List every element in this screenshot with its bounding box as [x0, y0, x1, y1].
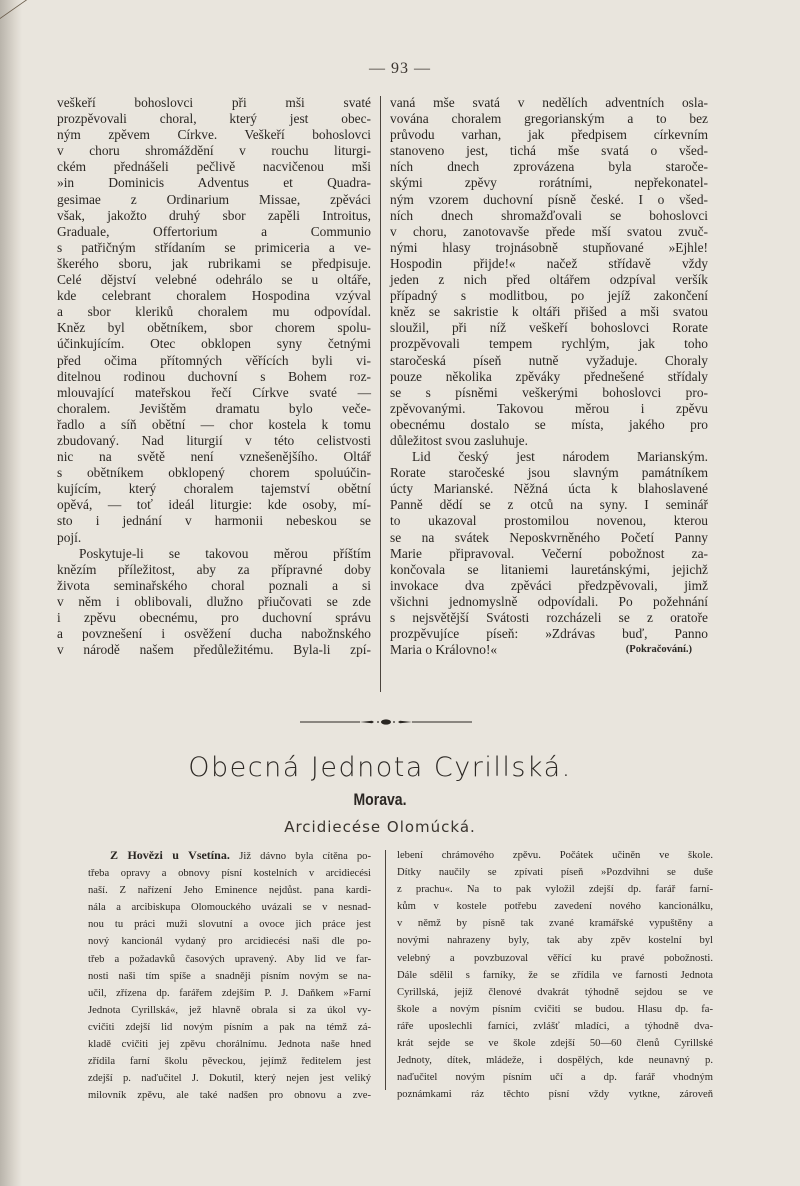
text-line: vována choralem gregorianským a to bez [390, 111, 708, 127]
text-line: v něm i oblibovali, dlužno přiučovati se zde [57, 593, 371, 609]
article-bottom-left-column [88, 847, 371, 1104]
text-line: to ukazoval prostomilou novenou, kterou [390, 513, 708, 529]
section-title: Obecná Jednota Cyrillská. [188, 752, 572, 783]
text-line: všichni jednomyslně odpovídali. Po požehnání [390, 593, 708, 609]
text-line: poznámkami ráz těchto písní vždy vytkne, zároveň [397, 1089, 713, 1101]
text-line: kům v kostele potřebu zavedení nového kancionálku, [397, 901, 713, 913]
text-line: třeb a požadavků časových upravený. Aby lid ve far- [88, 953, 371, 965]
text-line: a povznešení i osvěžení ducha nabožnského [57, 626, 371, 642]
text-line: invokace dva zpěváci předzpěvovali, jimž [390, 577, 708, 593]
text-line: v choru shromáždění v rouchu liturgi- [57, 143, 371, 159]
text-line: novými nahrazeny byly, tak aby zpěv kostelní byl [397, 935, 713, 947]
text-line: Dále sdělil s farníky, že se zřídila ve farnosti Jednota [397, 969, 713, 981]
text-line: s nejsvětější Svátosti rozcházeli se z oratoře [390, 610, 708, 625]
text-line: ným vzorem duchovní písně české. I o všed- [390, 191, 708, 207]
section-region: Morava. [353, 791, 407, 809]
text-line: Dítky naučily se zpívati píseň »Pozdvihni se duše [397, 867, 713, 879]
article-top-right-column [390, 95, 708, 658]
continued-label: (Pokračování.) [625, 644, 692, 656]
text-line: nou tu práci muži slovutní a ovoce jich práce jest [88, 919, 371, 931]
page-number: — 93 — [369, 60, 431, 77]
text-line: škerého sboru, jak rubrikami se předpisuje. [57, 255, 371, 271]
article-bottom-right-column [397, 847, 713, 1103]
text-line: průvodu varhan, jak předpisem církevním [390, 127, 708, 143]
text-line: vaná mše svatá v nedělích adventních osla- [390, 95, 708, 110]
text-line: kladě cvičiti jej zpěvu chorálnímu. Jednota naše hned [88, 1039, 371, 1051]
text-line: obecnému dostalo se místa, jakého pro [390, 416, 708, 432]
text-line: stanoveno jest, tichá mše svatá o všed- [390, 143, 708, 159]
text-line: nic na světě není vznešenějšího. Oltář [57, 449, 371, 465]
text-line: škole a novým písním cvičiti se budou. Hlasu dp. fa- [397, 1003, 713, 1015]
text-line: ckém přednášeli pečlivě nacvičenou mši [57, 159, 371, 175]
text-line: Jednota Cyrillská«, jež hlavně obrala si za úkol vy- [88, 1004, 371, 1016]
text-line: kujícím, který choralem tajemství obětní [57, 481, 371, 497]
text-line: ráře uposlechli farníci, zvlášť mladíci, a týhodně dva- [397, 1020, 713, 1032]
text-line: milovník zpěvu, ale také nadšen pro obnovu a zve- [88, 1090, 371, 1102]
text-line: zbudovaný. Nad liturgií v této celistvosti [57, 432, 371, 448]
text-line: učil, zřízena dp. farářem zdejším P. J. Daňkem »Farní [88, 987, 371, 999]
column-divider-top [380, 96, 381, 692]
text-line: života seminařského choral poznali a si [57, 577, 371, 593]
text-line: před očima přítomných věřících byli vi- [57, 352, 371, 368]
text-line: kde celebrant choralem Hospodina vzýval [57, 288, 371, 304]
text-line: prozpěvujíce píseň: »Zdrávas buď, Panno [390, 626, 708, 642]
text-fragment: Již dávno byla cítěna po- [239, 851, 372, 862]
article-top-left-column [57, 95, 371, 658]
text-line: nými hlasy trojnásobně stupňované »Ejhle! [390, 239, 708, 255]
column-divider-bottom [385, 850, 386, 1090]
text-line: sloužil, při níž veškeří bohoslovci Rorate [390, 320, 708, 336]
page-gutter-shadow [0, 0, 22, 1186]
text-line: se na svátek Neposkvrněného Početí Panny [390, 529, 708, 545]
text-line: »in Dominicis Adventus et Quadra- [57, 175, 371, 191]
text-line: mlouvající mateřskou řečí Církve svaté — [57, 384, 371, 400]
text-line: Panně dědí se z otců na syny. I seminář [390, 497, 708, 513]
text-line: opěvá, — toť ideál liturgie: kde osoby, mí- [57, 497, 371, 513]
text-line: případný s modlitbou, po jejíž zakončení [390, 288, 708, 304]
text-line: sto i jednání v harmonii nebeskou se [57, 513, 371, 529]
text-line: choralem. Jevištěm dramatu bylo veče- [57, 400, 371, 416]
text-line: Cyrillská, jejíž členové dvakrát týhodně sejdou se ve [397, 986, 713, 998]
text-line: pojí. [57, 529, 82, 545]
text-line: Rorate staročeské jsou slavným památníkem [390, 465, 708, 481]
text-line: z prachu«. Na to pak vyložil zdejší dp. farář farní- [397, 884, 713, 896]
text-line: řadlo a síň obětní — chor kostela k tomu [57, 416, 371, 432]
text-line: Lid český jest národem Marianským. [412, 449, 708, 465]
text-line [88, 847, 371, 865]
text-line: s obětníkem obklopený chorem spoluúčin- [57, 465, 371, 481]
text-line: úcty Marianské. Něžná úcta k blahoslavené [390, 481, 708, 497]
section-diocese: Arcidiecése Olomúcká. [284, 818, 476, 836]
text-line: ditelnou rodinou duchovní s Bohem roz- [57, 368, 371, 384]
text-line: prozpěvovali choral, který jest obec- [57, 111, 371, 127]
text-line: nosti naši tím spíše a snadněji písním novým se na- [88, 970, 371, 982]
text-line: ních dnech shromažďovali se bohoslovci [390, 207, 708, 223]
text-line: Graduale, Offertorium a Communio [57, 223, 371, 239]
text-line: v choru, zanotovavše přede mší svatou zvuč- [390, 223, 708, 239]
text-line: třeba opravy a obnovy písní kostelních v arcidiecési [88, 868, 371, 880]
text-line: prozpěvovali tempem rychlým, jak toho [390, 336, 708, 352]
section-ornament-divider [300, 718, 472, 726]
text-line: zpěvovanými. Takovou měrou i zpěvu [390, 400, 708, 416]
text-line: Kněz byl obětníkem, sbor chorem spolu- [57, 320, 371, 336]
text-line: důležitost svou zasluhuje. [390, 432, 528, 448]
text-line: lebení chrámového zpěvu. Počátek učiněn ve škole. [397, 850, 713, 861]
text-line: ních dnech zprovázena byla staroče- [390, 159, 708, 175]
text-line: veškeří bohoslovci při mši svaté [57, 95, 371, 110]
text-line: však, jakožto druhý sbor zapěli Introitus, [57, 207, 371, 223]
text-line: nála a arcibiskupa Olomouckého uvázali se v nesnad- [88, 902, 371, 914]
text-line: Poskytuje-li se takovou měrou příštím [79, 545, 371, 561]
text-line: knězím příležitost, aby za přípravné doby [57, 561, 371, 577]
text-line: Jednoty, dítek, mládeže, i dospělých, kde neunavný p. [397, 1055, 713, 1067]
text-line: zřídila farní školu pěveckou, jejímž ředitelem jest [88, 1056, 371, 1068]
text-line: staročeská píseň nutně vyžaduje. Choraly [390, 352, 708, 368]
text-line: i zpěvu obecnému, pro duchovní správu [57, 610, 371, 625]
text-line: kněz se sakristie k oltáři přišed a mši svatou [390, 304, 708, 320]
text-line: končovala se litaniemi lauretánskými, jejichž [390, 561, 708, 577]
text-line: skými zpěvy rorátními, nepřekonatel- [390, 175, 708, 191]
text-line: v národě našem předůležitému. Byla-li zpí- [57, 642, 371, 658]
text-line: v němž by písně tak zvané kramářské vypuštěny a [397, 918, 713, 930]
text-line: účinkujícím. Otec obklopen syny četnými [57, 336, 371, 352]
text-line: naďučitel novým písním učí a dp. farář vhodným [397, 1072, 713, 1084]
text-line: zdejší p. naďučitel J. Dokutil, který nejen jest veliký [88, 1073, 371, 1085]
text-line: naší. Z nařízení Jeho Eminence nejdůst. pana kardi- [88, 885, 371, 897]
text-line: Marie připravoval. Večerní pobožnost za- [390, 545, 708, 561]
text-line: se s písněmi veškerými bohoslovci pro- [390, 384, 708, 400]
article-runin-heading: Z Hovězi u Vsetína. [110, 848, 240, 862]
text-line: gesimae z Ordinarium Missae, zpěváci [57, 191, 371, 207]
text-line: cvičiti zdejší lid novým písním a pak na témž zá- [88, 1021, 371, 1033]
text-line: krát sejde se ve škole zdejší 50—60 členů Cyrillské [397, 1038, 713, 1050]
text-line: Hospodin přijde!« načež střídavě vždy [390, 255, 708, 271]
text-line: Maria o Královno!« (Pokračování.) [390, 642, 692, 658]
text-line: a sbor kleriků choralem mu odpovídal. [57, 304, 371, 320]
text-line: velebný a povzbuzoval věřící ku pravé pobožnosti. [397, 952, 713, 964]
text-line: Celé dějství velebné odehrálo se u oltáře, [57, 272, 371, 288]
text-line: nový kancionál vydaný pro arcidiecési naši dle po- [88, 936, 371, 948]
text-line: jeden z nich před oltářem odzpíval veršík [390, 272, 708, 288]
text-line: ným zpěvem Církve. Veškeří bohoslovci [57, 127, 371, 143]
text-line: pouze několika zpěváky přednešené střídaly [390, 368, 708, 384]
text-line: s patřičným střídaním se primiceria a ve- [57, 239, 371, 255]
